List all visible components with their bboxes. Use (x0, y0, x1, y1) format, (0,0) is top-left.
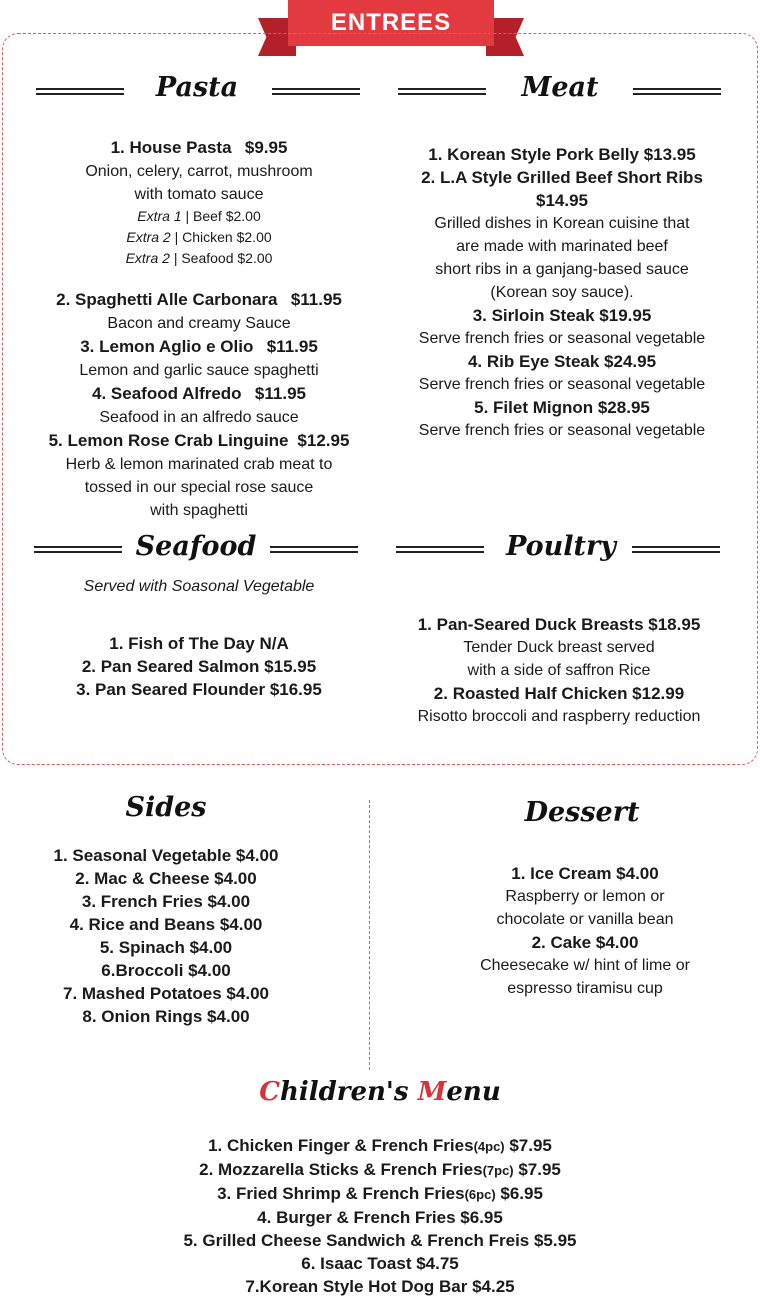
menu-item: 5. Lemon Rose Crab Linguine $12.95 (48, 431, 350, 450)
item-description: Raspberry or lemon or (505, 888, 665, 905)
seafood-note: Served with Soasonal Vegetable (83, 578, 315, 595)
extra-option: Extra 2 | Chicken $2.00 (126, 229, 272, 245)
divider-rule (34, 546, 122, 553)
menu-item: 2. Cake $4.00 (531, 933, 639, 952)
item-description: short ribs in a ganjang-based sauce (435, 261, 689, 278)
menu-item: 3. Pan Seared Flounder $16.95 (76, 680, 322, 699)
menu-item: 2. Mac & Cheese $4.00 (75, 869, 257, 888)
divider-rule (633, 88, 721, 95)
menu-item: 2. Roasted Half Chicken $12.99 (433, 684, 685, 703)
menu-item: 3. Lemon Aglio e Olio $11.95 (80, 337, 318, 356)
pasta-list (6, 136, 392, 269)
menu-item: 5. Filet Mignon $28.95 (474, 398, 650, 417)
entrees-title: ENTREES (288, 0, 494, 46)
menu-item: 7. Mashed Potatoes $4.00 (63, 984, 269, 1003)
menu-item: 5. Grilled Cheese Sandwich & French Freis $5.95 (183, 1231, 577, 1250)
item-description: Serve french fries or seasonal vegetable (418, 330, 706, 347)
item-description: Cheesecake w/ hint of lime or (480, 957, 690, 974)
divider-rule (632, 546, 720, 553)
sides-list (6, 844, 326, 1028)
menu-item: 1. Fish of The Day N/A (109, 634, 289, 653)
sides-dessert-divider (369, 800, 370, 1070)
item-description: Onion, celery, carrot, mushroom (85, 163, 313, 180)
menu-item: 1. Seasonal Vegetable $4.00 (53, 846, 279, 865)
item-description: Bacon and creamy Sauce (107, 315, 291, 332)
poultry-list (372, 613, 746, 728)
menu-item: 1. Pan-Seared Duck Breasts $18.95 (417, 615, 701, 634)
item-description: Seafood in an alfredo sauce (99, 409, 299, 426)
menu-item: 4. Rib Eye Steak $24.95 (467, 352, 657, 371)
divider-rule (398, 88, 486, 95)
menu-item: 4. Seafood Alfredo $11.95 (92, 384, 306, 403)
menu-item: 5. Spinach $4.00 (99, 938, 233, 957)
menu-item: 8. Onion Rings $4.00 (82, 1007, 250, 1026)
meat-list (372, 143, 752, 442)
extra-option: Extra 1 | Beef $2.00 (137, 208, 261, 224)
item-description: Tender Duck breast served (463, 639, 655, 656)
sides-heading: Sides (125, 792, 207, 823)
menu-item: 1. Ice Cream $4.00 (511, 864, 659, 883)
item-description: Risotto broccoli and raspberry reduction (417, 708, 701, 725)
menu-item: 2. Spaghetti Alle Carbonara $11.95 (56, 290, 342, 309)
divider-rule (36, 88, 124, 95)
divider-rule (272, 88, 360, 95)
pasta-list-cont (6, 288, 392, 522)
childrens-menu-list (0, 1134, 760, 1298)
menu-item: 3. Fried Shrimp & French Fries(6pc) $6.95 (217, 1184, 543, 1203)
seafood-list (6, 632, 392, 701)
dessert-list (400, 862, 760, 1000)
menu-item: 2. Pan Seared Salmon $15.95 (81, 657, 317, 676)
item-description: tossed in our special rose sauce (84, 479, 314, 496)
item-description: Grilled dishes in Korean cuisine that (434, 215, 690, 232)
menu-item: 6.Broccoli $4.00 (101, 961, 231, 980)
item-description: Lemon and garlic sauce spaghetti (79, 362, 319, 379)
menu-item: 6. Isaac Toast $4.75 (301, 1254, 459, 1273)
item-description: (Korean soy sauce). (490, 284, 634, 301)
menu-item: 4. Burger & French Fries $6.95 (257, 1208, 503, 1227)
extra-option: Extra 2 | Seafood $2.00 (125, 250, 273, 266)
item-description: with tomato sauce (134, 186, 264, 203)
item-description: with spaghetti (150, 502, 248, 519)
menu-item: 3. Sirloin Steak $19.95 (472, 306, 652, 325)
item-description: espresso tiramisu cup (507, 980, 663, 997)
item-description: with a side of saffron Rice (467, 662, 651, 679)
meat-heading: Meat (521, 72, 599, 103)
divider-rule (270, 546, 358, 553)
menu-item: 7.Korean Style Hot Dog Bar $4.25 (245, 1277, 515, 1296)
poultry-heading: Poultry (506, 531, 616, 562)
menu-item: 1. Korean Style Pork Belly $13.95 (428, 145, 696, 164)
menu-item: 1. Chicken Finger & French Fries(4pc) $7.95 (208, 1136, 552, 1155)
menu-item: 2. Mozzarella Sticks & French Fries(7pc) $7.95 (199, 1160, 561, 1179)
seafood-heading: Seafood (135, 531, 257, 562)
item-description: are made with marinated beef (456, 238, 668, 255)
pasta-heading: Pasta (155, 72, 239, 103)
menu-item: 1. House Pasta $9.95 (110, 138, 288, 157)
item-description: chocolate or vanilla bean (496, 911, 674, 928)
item-description: Herb & lemon marinated crab meat to (65, 456, 333, 473)
childrens-menu-heading: Children's Menu (259, 1077, 501, 1107)
menu-item-price: $14.95 (536, 191, 588, 210)
item-description: Serve french fries or seasonal vegetable (418, 422, 706, 439)
menu-item: 3. French Fries $4.00 (81, 892, 251, 911)
dessert-heading: Dessert (524, 797, 640, 828)
item-description: Serve french fries or seasonal vegetable (418, 376, 706, 393)
menu-item: 2. L.A Style Grilled Beef Short Ribs (421, 168, 703, 187)
menu-item: 4. Rice and Beans $4.00 (69, 915, 263, 934)
divider-rule (396, 546, 484, 553)
